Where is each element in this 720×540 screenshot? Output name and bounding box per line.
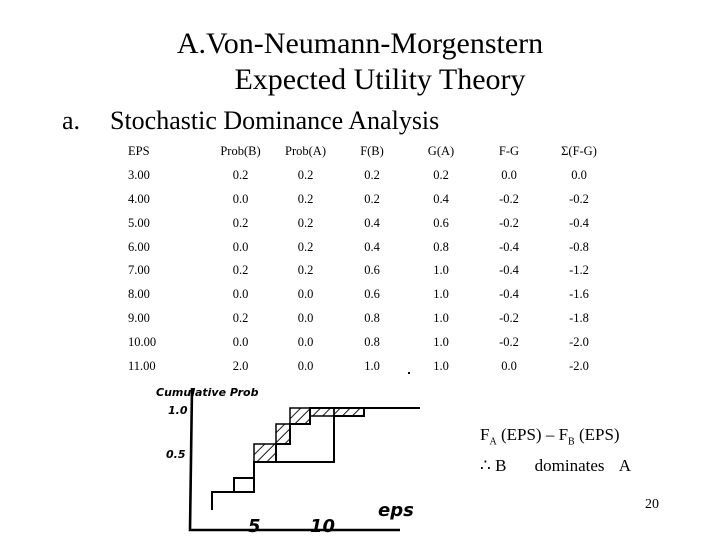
table-row <box>118 330 616 354</box>
table-cell: 0.0 <box>297 287 314 302</box>
table-cell: -0.4 <box>499 239 519 254</box>
table-cell: 1.0 <box>433 358 449 373</box>
sketch-y-tick-1: 1.0 <box>168 404 188 417</box>
table-cell: 0.0 <box>571 168 587 183</box>
table-cell: 0.2 <box>297 263 314 278</box>
formula-a: A <box>618 456 632 476</box>
table-cell: 1.0 <box>364 358 380 373</box>
stray-dot <box>408 372 410 374</box>
table-cell: 0.2 <box>433 168 449 183</box>
column-header: EPS <box>128 144 150 159</box>
table-row <box>118 354 616 378</box>
section-heading: Stochastic Dominance Analysis <box>110 106 440 135</box>
table-row <box>118 283 616 307</box>
table-cell: 0.4 <box>433 191 449 206</box>
table-cell: -1.6 <box>569 287 589 302</box>
table-cell: 0.0 <box>297 358 314 373</box>
table-cell: 0.2 <box>297 215 314 230</box>
table-cell: 0.2 <box>364 168 380 183</box>
table-cell: 0.2 <box>297 191 314 206</box>
table-cell: 0.4 <box>364 239 380 254</box>
table-cell: -0.8 <box>569 239 589 254</box>
sketch-y-label: Cumulative Prob <box>156 386 259 399</box>
sketch-y-tick-2: 0.5 <box>166 448 186 461</box>
table-cell: 0.0 <box>501 168 517 183</box>
table-cell: 0.2 <box>232 168 249 183</box>
formula-line-2 <box>480 454 631 478</box>
table-cell: 5.00 <box>128 215 150 230</box>
column-header: G(A) <box>427 144 455 159</box>
table-cell: -0.2 <box>499 334 519 349</box>
table-cell: 0.6 <box>433 215 449 230</box>
column-header: F-G <box>498 144 520 159</box>
table-cell: -0.4 <box>569 215 589 230</box>
table-cell: 0.0 <box>297 310 314 325</box>
cumulative-probability-sketch <box>150 380 440 535</box>
table-cell: -1.8 <box>569 310 589 325</box>
table-row <box>118 259 616 283</box>
table-row <box>118 235 616 259</box>
table-row <box>118 307 616 331</box>
dominance-formula <box>480 423 631 478</box>
table-cell: 1.0 <box>433 263 449 278</box>
table-cell: 1.0 <box>433 310 449 325</box>
step-curve-a <box>212 408 420 510</box>
table-row <box>118 164 616 188</box>
table-cell: 0.8 <box>364 310 380 325</box>
table-cell: 1.0 <box>433 334 449 349</box>
table-cell: 0.2 <box>232 310 249 325</box>
table-cell: -0.2 <box>499 310 519 325</box>
table-cell: 0.2 <box>232 263 249 278</box>
column-header: F(B) <box>360 144 384 159</box>
table-cell: -0.4 <box>499 287 519 302</box>
formula-fa: F <box>480 425 490 444</box>
column-header: Σ(F-G) <box>561 144 597 159</box>
table-cell: 0.0 <box>232 334 249 349</box>
table-cell: 0.2 <box>364 191 380 206</box>
table-row <box>118 211 616 235</box>
sketch-x-label: eps <box>378 500 414 521</box>
table-cell: 1.0 <box>433 287 449 302</box>
page-number: 20 <box>645 497 659 512</box>
table-cell: -0.2 <box>499 215 519 230</box>
formula-eps-1: (EPS) – F <box>496 425 569 444</box>
table-cell: 0.6 <box>364 287 380 302</box>
table-cell: 4.00 <box>128 191 150 206</box>
section-number: a. <box>62 106 81 135</box>
formula-line-1 <box>480 423 631 454</box>
column-header: Prob(B) <box>220 144 261 159</box>
table-cell: 7.00 <box>128 263 150 278</box>
table-cell: 0.8 <box>433 239 449 254</box>
table-cell: -0.4 <box>499 263 519 278</box>
table-cell: 0.0 <box>297 334 314 349</box>
table-cell: 9.00 <box>128 310 150 325</box>
table-cell: 0.6 <box>364 263 380 278</box>
table-cell: -2.0 <box>569 334 589 349</box>
table-cell: 0.2 <box>232 215 249 230</box>
table-cell: 0.0 <box>501 358 517 373</box>
title-line-1: A.Von-Neumann-Morgenstern <box>176 27 544 60</box>
table-row <box>118 188 616 212</box>
table-cell: -1.2 <box>569 263 589 278</box>
table-cell: 0.2 <box>297 168 314 183</box>
column-header: Prob(A) <box>285 144 326 159</box>
table-cell: -0.2 <box>499 191 519 206</box>
table-cell: 10.00 <box>128 334 157 349</box>
table-cell: 0.0 <box>232 239 249 254</box>
formula-sub-b: B <box>568 436 575 448</box>
table-cell: 0.2 <box>297 239 314 254</box>
table-cell: -2.0 <box>569 358 589 373</box>
sketch-x-tick-2: 10 <box>310 516 336 535</box>
formula-therefore: ∴ B <box>480 456 507 476</box>
table-cell: 11.00 <box>128 358 156 373</box>
table-header-row <box>118 140 616 164</box>
table-cell: 0.4 <box>364 215 380 230</box>
table-cell: 6.00 <box>128 239 150 254</box>
table-body <box>118 164 616 378</box>
sketch-x-tick-1: 5 <box>248 516 261 535</box>
table-cell: 3.00 <box>128 168 150 183</box>
table-cell: 8.00 <box>128 287 150 302</box>
stochastic-dominance-table <box>118 140 616 378</box>
formula-eps-2: (EPS) <box>574 425 620 444</box>
table-cell: -0.2 <box>569 191 589 206</box>
table-cell: 0.8 <box>364 334 380 349</box>
table-cell: 0.0 <box>232 191 249 206</box>
table-cell: 2.0 <box>232 358 249 373</box>
formula-sub-a: A <box>489 436 497 448</box>
title-line-2: Expected Utility Theory <box>234 63 526 96</box>
formula-dominates: dominates <box>534 456 605 476</box>
table-cell: 0.0 <box>232 287 249 302</box>
